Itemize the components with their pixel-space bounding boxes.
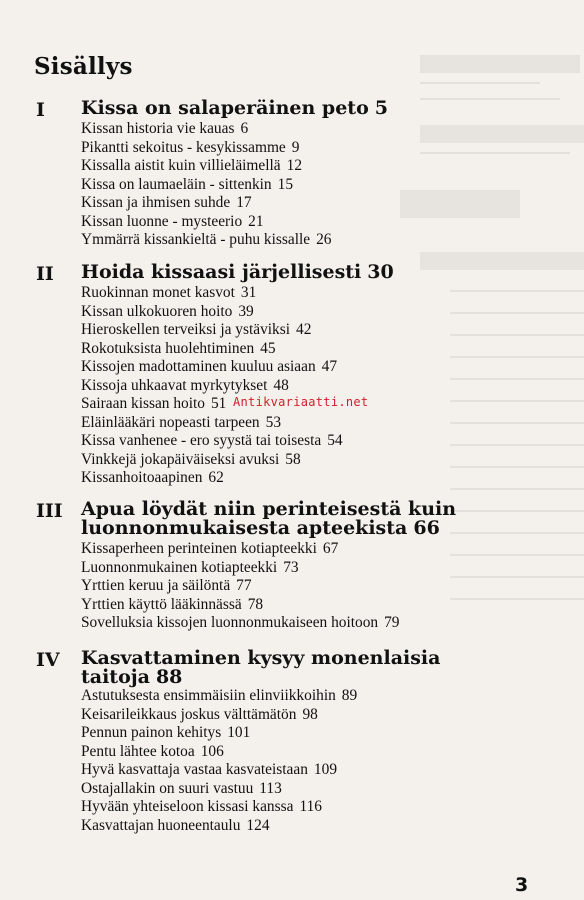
entry-page: 106 — [200, 742, 224, 760]
entry-page: 62 — [208, 469, 224, 486]
toc-entry[interactable] — [81, 303, 343, 322]
toc-entry[interactable] — [81, 706, 357, 725]
toc-entry[interactable] — [81, 284, 343, 303]
entry-title: Kasvattajan huoneentaulu — [81, 816, 241, 834]
chapter-page: 66 — [413, 517, 440, 539]
entry-title: Ruokinnan monet kasvot — [81, 284, 235, 301]
toc-entry[interactable] — [81, 120, 331, 139]
entry-page: 109 — [313, 761, 338, 778]
entry-title: Sairaan kissan hoito — [81, 395, 205, 412]
chapter-title-line: taitoja — [81, 666, 150, 688]
entry-title: Hieroskellen terveiksi ja ystäviksi — [81, 321, 291, 338]
toc-entry[interactable] — [81, 432, 343, 451]
toc-entry[interactable] — [81, 358, 343, 377]
entry-title: Kissan ja ihmisen suhde — [81, 194, 231, 211]
chapter-title-text: Kissa on salaperäinen peto — [81, 97, 369, 119]
chapter-title[interactable] — [81, 500, 551, 538]
entry-title: Kissa on laumaeläin - sittenkin — [81, 175, 272, 193]
entry-page: 12 — [286, 157, 303, 174]
entry-page: 58 — [285, 450, 301, 468]
entry-page: 113 — [259, 779, 282, 797]
chapter-number: I — [36, 99, 45, 121]
toc-entry[interactable] — [81, 798, 357, 817]
chapter-title-text: Hoida kissaasi järjellisesti — [81, 261, 362, 283]
toc-entry[interactable] — [81, 157, 331, 176]
chapter-page: 30 — [367, 261, 394, 283]
entry-page: 21 — [248, 212, 264, 230]
chapter-page: 5 — [374, 97, 388, 119]
toc-entry[interactable] — [81, 761, 357, 780]
entry-page: 53 — [265, 413, 282, 431]
entry-title: Hyvään yhteiseloon kissasi kanssa — [81, 798, 294, 815]
entry-title: Kissanhoitoaapinen — [81, 469, 203, 486]
chapter-title[interactable] — [81, 649, 551, 687]
entry-page: 6 — [240, 120, 249, 137]
entry-title: Kissan luonne - mysteerio — [81, 212, 243, 230]
entry-page: 98 — [302, 705, 318, 723]
entry-title: Kissa vanhenee - ero syystä tai toisesta — [81, 432, 322, 449]
entry-title: Pikantti sekoitus - kesykissamme — [81, 138, 286, 156]
toc-entry[interactable] — [81, 780, 357, 799]
entry-title: Pennun painon kehitys — [81, 724, 222, 741]
entry-title: Sovelluksia kissojen luonnonmukaiseen hoitoon — [81, 614, 379, 631]
entry-page: 54 — [327, 432, 343, 449]
entry-page: 17 — [236, 194, 252, 211]
entry-page: 51 — [210, 395, 227, 412]
toc-entry[interactable] — [81, 687, 357, 706]
entry-title: Yrttien keruu ja säilöntä — [81, 577, 231, 594]
entry-title: Kissojen madottaminen kuuluu asiaan — [81, 358, 316, 375]
toc-entry[interactable] — [81, 743, 357, 762]
entry-title: Hyvä kasvattaja vastaa kasvateistaan — [81, 761, 308, 778]
entry-page: 15 — [277, 175, 294, 193]
toc-entry[interactable] — [81, 213, 331, 232]
entry-page: 45 — [260, 339, 276, 357]
entry-title: Kissan ulkokuoren hoito — [81, 302, 233, 320]
entry-title: Keisarileikkaus joskus välttämätön — [81, 705, 297, 723]
toc-entry[interactable] — [81, 614, 400, 633]
entry-title: Eläinlääkäri nopeasti tarpeen — [81, 413, 260, 431]
entry-page: 67 — [322, 540, 339, 557]
chapter-title[interactable] — [81, 99, 551, 118]
watermark: Antikvariaatti.net — [233, 395, 369, 409]
toc-entry[interactable] — [81, 540, 400, 559]
entry-page: 42 — [296, 321, 312, 338]
toc-entry[interactable] — [81, 559, 400, 578]
chapter-title-line: Kasvattaminen kysyy monenlaisia — [81, 647, 441, 669]
chapter-title-line: luonnonmukaisesta apteekista — [81, 517, 408, 539]
entry-page: 77 — [236, 577, 252, 594]
entry-page: 48 — [273, 376, 289, 394]
entry-page: 9 — [291, 138, 300, 156]
entry-page: 78 — [247, 595, 264, 613]
toc-entry[interactable] — [81, 231, 331, 250]
entry-page: 124 — [246, 816, 270, 834]
entry-title: Kissaperheen perinteinen kotiapteekki — [81, 540, 317, 557]
entry-list — [81, 540, 400, 633]
toc-entry[interactable] — [81, 194, 331, 213]
entry-page: 116 — [299, 798, 322, 815]
page-title: Sisällys — [34, 53, 133, 80]
toc-entry[interactable] — [81, 577, 400, 596]
entry-title: Ymmärrä kissankieltä - puhu kissalle — [81, 231, 311, 248]
entry-title: Pentu lähtee kotoa — [81, 742, 195, 760]
entry-page: 26 — [316, 231, 332, 248]
entry-page: 89 — [341, 687, 358, 704]
entry-page: 39 — [238, 302, 254, 320]
entry-title: Rokotuksista huolehtiminen — [81, 339, 255, 357]
toc-entry[interactable] — [81, 176, 331, 195]
chapter-page: 88 — [155, 666, 183, 688]
entry-page: 47 — [321, 358, 338, 375]
entry-title: Ostajallakin on suuri vastuu — [81, 779, 254, 797]
entry-title: Luonnonmukainen kotiapteekki — [81, 558, 278, 576]
entry-list — [81, 284, 343, 488]
toc-entry[interactable] — [81, 139, 331, 158]
entry-page: 73 — [283, 558, 299, 576]
entry-page: 79 — [384, 614, 400, 631]
toc-entry[interactable] — [81, 817, 357, 836]
entry-title: Kissoja uhkaavat myrkytykset — [81, 376, 268, 394]
toc-entry[interactable] — [81, 451, 343, 470]
chapter-title[interactable] — [81, 263, 551, 282]
entry-title: Vinkkejä jokapäiväiseksi avuksi — [81, 450, 280, 468]
toc-entry[interactable] — [81, 469, 343, 488]
entry-page: 101 — [227, 724, 251, 741]
entry-title: Kissan historia vie kauas — [81, 120, 235, 137]
entry-title: Astutuksesta ensimmäisiin elinviikkoihin — [81, 687, 336, 704]
toc-entry[interactable] — [81, 377, 343, 396]
entry-list — [81, 120, 331, 250]
chapter-title-line: Apua löydät niin perinteisestä kuin — [81, 498, 457, 520]
chapter-number: IV — [36, 649, 60, 671]
entry-title: Yrttien käyttö lääkinnässä — [81, 595, 242, 613]
toc-entry[interactable] — [81, 596, 400, 615]
toc-entry[interactable] — [81, 321, 343, 340]
chapter-number: II — [36, 263, 54, 285]
entry-list — [81, 687, 357, 835]
chapter-number: III — [36, 500, 63, 522]
toc-entry[interactable] — [81, 724, 357, 743]
toc-entry[interactable] — [81, 340, 343, 359]
toc-entry[interactable] — [81, 414, 343, 433]
entry-page: 31 — [240, 284, 257, 301]
page-number: 3 — [515, 874, 529, 896]
entry-title: Kissalla aistit kuin villieläimellä — [81, 157, 281, 174]
